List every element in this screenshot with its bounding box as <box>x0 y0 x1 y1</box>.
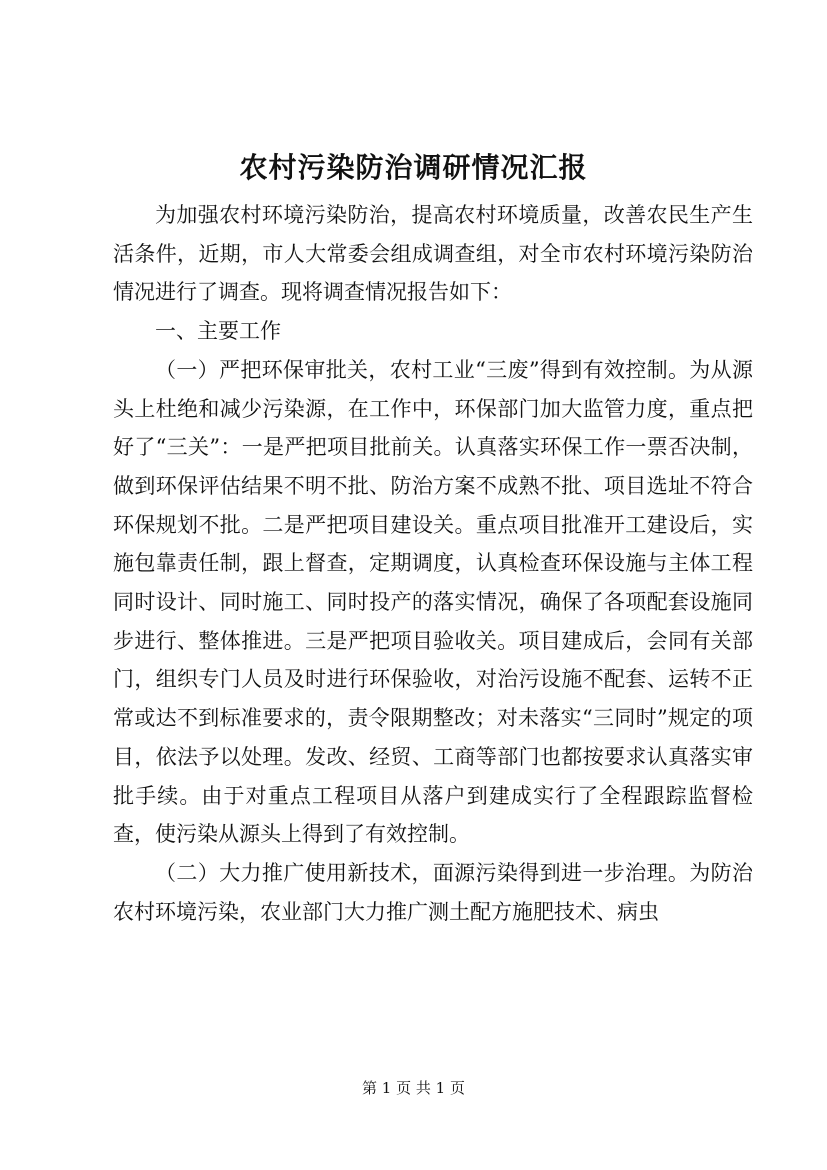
document-body <box>113 196 753 931</box>
document-title: 农村污染防治调研情况汇报 <box>239 151 588 184</box>
paragraph-new-technology: （二）大力推广使用新技术，面源污染得到进一步治理。为防治农村环境污染，农业部门大力推广测土配方施肥技术、病虫 <box>113 860 753 924</box>
page-footer: 第 1 页 共 1 页 <box>362 1079 465 1097</box>
paragraph-approval-control: （一）严把环保审批关，农村工业“三废”得到有效控制。为从源头上杜绝和减少污染源，在工作中，环保部门加大监管力度，重点把好了“三关”：一是严把项目批前关。认真落实环保工作一票否决制，做到环保评估结果不明不批、防治方案不成熟不批、项目选址不符合环保规划不批。二是严把项目建设关。重点项目批准开工建设后，实施包靠责任制，跟上督查，定期调度，认真检查环保设施与主体工程同时设计、同时施工、同时投产的落实情况，确保了各项配套设施同步进行、整体推进。三是严把项目验收关。项目建成后，会同有关部门，组织专门人员及时进行环保验收，对治污设施不配套、运转不正常或达不到标准要求的，责令限期整改；对未落实“三同时”规定的项目，依法予以处理。发改、经贸、工商等部门也都按要求认真落实审批手续。由于对重点工程项目从落户到建成实行了全程跟踪监督检查，使污染从源头上得到了有效控制。 <box>113 357 753 847</box>
intro-paragraph: 为加强农村环境污染防治，提高农村环境质量，改善农民生产生活条件，近期，市人大常委会组成调查组，对全市农村环境污染防治情况进行了调查。现将调查情况报告如下： <box>113 203 753 305</box>
section-heading-main-work: 一、主要工作 <box>155 319 281 344</box>
